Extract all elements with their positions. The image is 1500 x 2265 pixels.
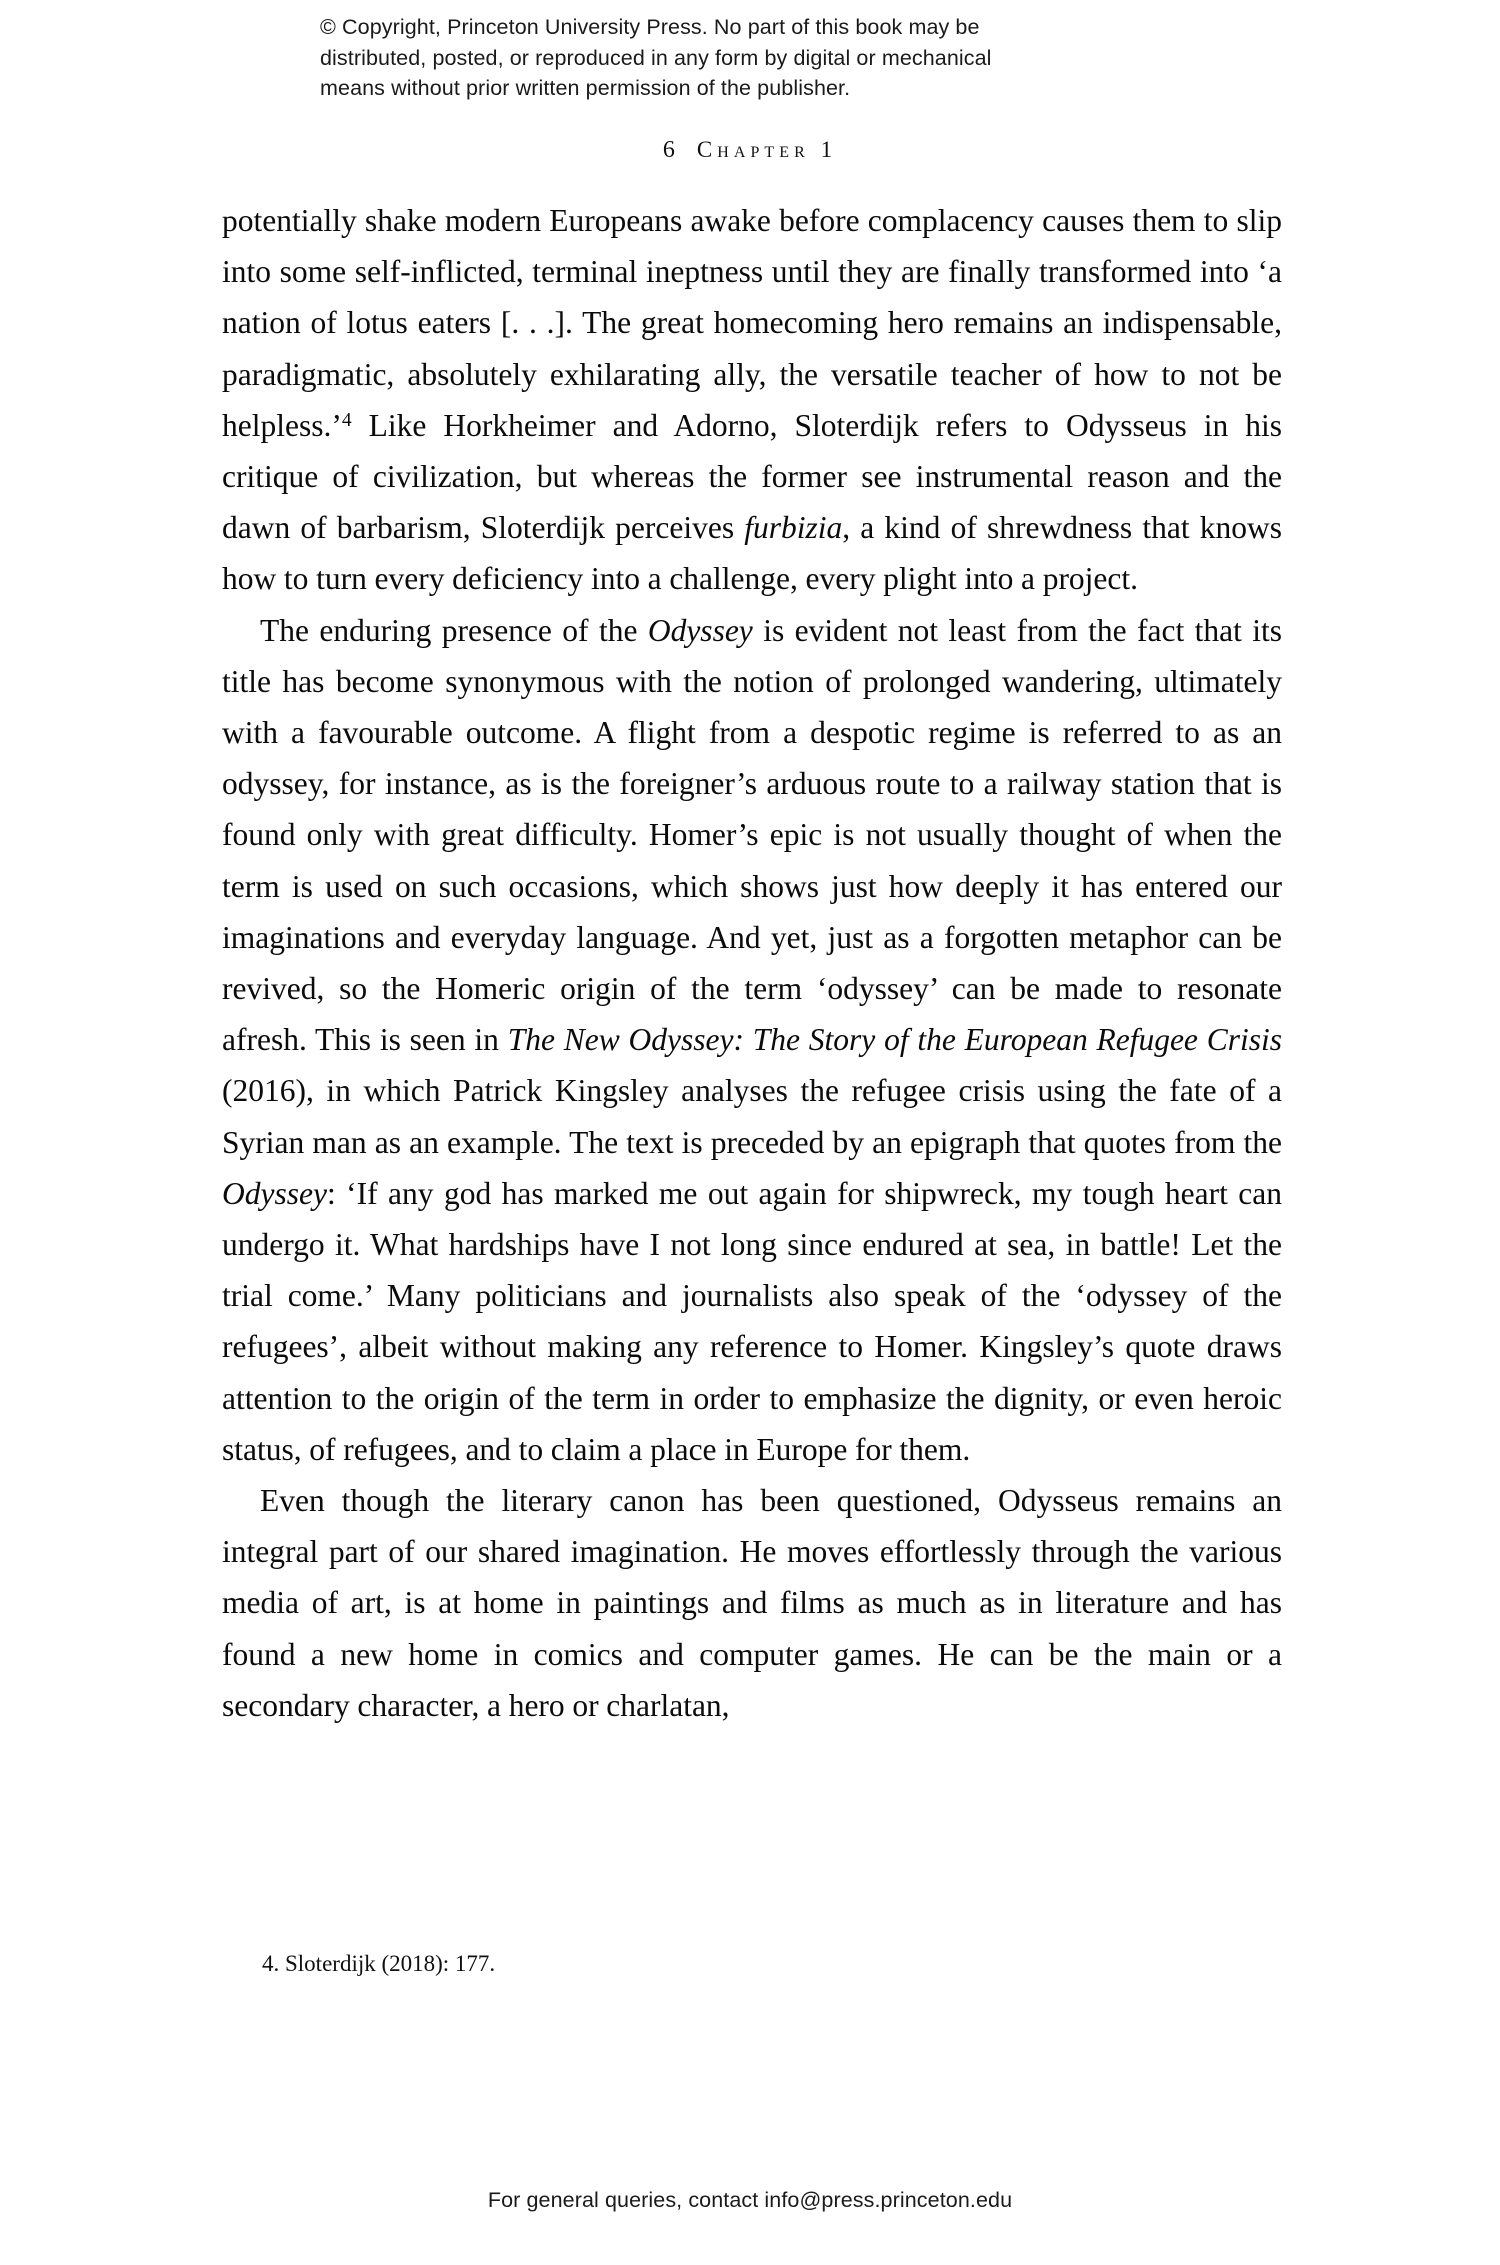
footnote-reference: 4 <box>341 409 352 431</box>
running-head <box>0 137 1500 164</box>
paragraph <box>222 1475 1282 1731</box>
text-run: (2016), in which Patrick Kingsley analyses the refugee crisis using the fate of a Syrian man as an example. The text is preceded by an epigraph that quotes from the <box>222 1073 1282 1160</box>
page-folio-number: 6 <box>662 137 675 163</box>
text-run: : ‘If any god has marked me out again for shipwreck, my tough heart can undergo it. What hardships have I not long since endured at sea, in battle! Let the trial come.’ Many politicians and journalists also speak of the ‘odyssey of the refugees’, albeit without making any reference to Homer. Kingsley’s quote draws attention to the origin of the term in order to emphasize the dignity, or even heroic status, of refugees, and to claim a place in Europe for them. <box>222 1175 1282 1467</box>
text-run: Like Horkheimer and Adorno, Sloterdijk refers to Odysseus in his critique of civilization, but whereas the former see instrumental reason and the dawn of barbarism, Sloterdijk perceives <box>222 407 1282 546</box>
body-text-block <box>222 195 1282 1731</box>
italic-run: The New Odyssey: The Story of the European Refugee Crisis <box>507 1022 1282 1058</box>
paragraph <box>222 195 1282 605</box>
text-run: is evident not least from the fact that its title has become synonymous with the notion of prolonged wandering, ultimately with a favourable outcome. A flight from a despotic regime is referred to as an odyssey, for instance, as is the foreigner’s arduous route to a railway station that is found only with great difficulty. Homer’s epic is not usually thought of when the term is used on such occasions, which shows just how deeply it has entered our imaginations and everyday language. And yet, just as a forgotten metaphor can be revived, so the Homeric origin of the term ‘odyssey’ can be made to resonate afresh. This is seen in <box>222 612 1282 1058</box>
italic-run: Odyssey <box>222 1175 327 1211</box>
paragraph <box>222 605 1282 1475</box>
copyright-notice <box>320 12 1180 104</box>
text-run: potentially shake modern Europeans awake before complacency causes them to slip into some self-inflicted, terminal ineptness until they are finally transformed into ‘a nation of lotus eaters [. . .]. The great homecoming hero remains an indispensable, paradigmatic, absolutely exhilarating ally, the versatile teacher of how to not be helpless.’ <box>222 203 1282 443</box>
copyright-line-2: distributed, posted, or reproduced in any form by digital or mechanical <box>320 45 992 70</box>
general-queries-line: For general queries, contact info@press.princeton.edu <box>487 2188 1013 2212</box>
copyright-line-3: means without prior written permission of the publisher. <box>320 76 851 100</box>
italic-run: Odyssey <box>647 612 753 648</box>
text-run: The enduring presence of the <box>260 612 648 648</box>
copyright-line-1: © Copyright, Princeton University Press. No part of this book may be <box>320 15 980 39</box>
text-run: , a kind of shrewdness that knows how to turn every deficiency into a challenge, every plight into a project. <box>222 510 1282 597</box>
italic-run: furbizia <box>744 510 843 546</box>
footnote: 4. Sloterdijk (2018): 177. <box>262 1951 496 1976</box>
chapter-label: Chapter 1 <box>696 137 838 162</box>
text-run: Even though the literary canon has been questioned, Odysseus remains an integral part of our shared imagination. He moves effortlessly through the various media of art, is at home in paintings and films as much as in literature and has found a new home in comics and computer games. He can be the main or a secondary character, a hero or charlatan, <box>222 1483 1282 1723</box>
